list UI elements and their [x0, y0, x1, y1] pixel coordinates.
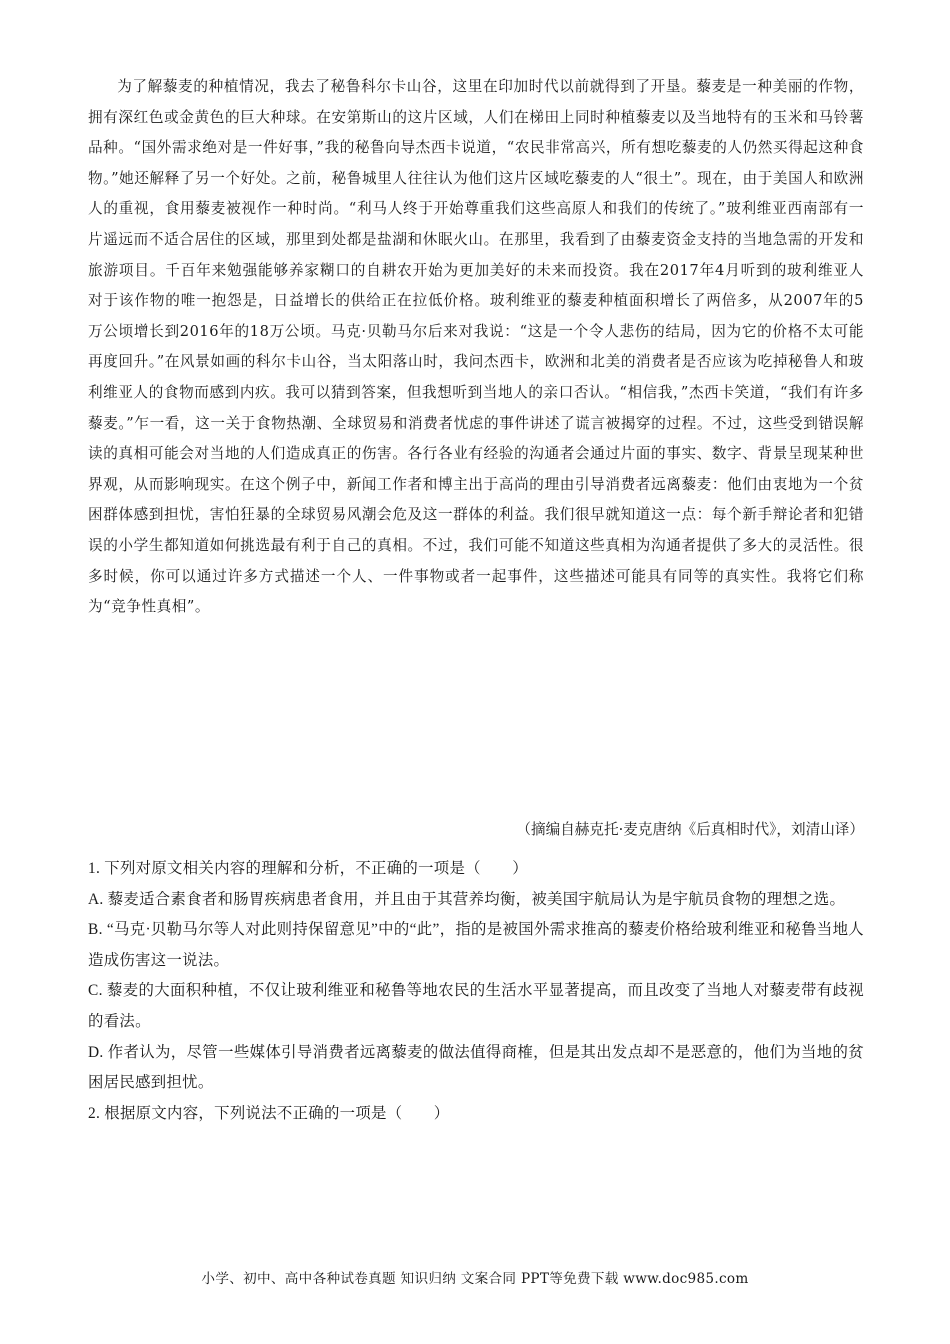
- question-1-option-d: D. 作者认为，尽管一些媒体引导消费者远离藜麦的做法值得商榷，但是其出发点却不是恶意的，他们为当地的贫困居民感到担忧。: [88, 1043, 864, 1092]
- question-1-option-c: C. 藜麦的大面积种植，不仅让玻利维亚和秘鲁等地农民的生活水平显著提高，而且改变了当地人对藜麦带有歧视的看法。: [88, 982, 864, 1030]
- question-1-option-b: B. “马克·贝勒马尔等人对此则持保留意见”中的“此”，指的是被国外需求推高的藜麦价格给玻利维亚和秘鲁当地人造成伤害这一说法。: [88, 921, 864, 969]
- question-1-option-a: A. 藜麦适合素食者和肠胃疾病患者食用，并且由于其营养均衡，被美国宇航局认为是宇航员食物的理想之选。: [88, 890, 846, 908]
- passage-paragraph: 为了解藜麦的种植情况，我去了秘鲁科尔卡山谷，这里在印加时代以前就得到了开垦。藜麦是一种美丽的作物，拥有深红色或金黄色的巨大种球。在安第斯山的这片区域，人们在梯田上同时种植藜麦以及当地特有的玉米和马铃薯品种。“国外需求绝对是一件好事，”我的秘鲁向导杰西卡说道，“农民非常高兴，所有想吃藜麦的人仍然买得起这种食物。”她还解释了另一个好处。之前，秘鲁城里人往往认为他们这片区域吃藜麦的人“很土”。现在，由于美国人和欧洲人的重视，食用藜麦被视作一种时尚。“利马人终于开始尊重我们这些高原人和我们的传统了。”玻利维亚西南部有一片遥远而不适合居住的区域，那里到处都是盐湖和休眠火山。在那里，我看到了由藜麦资金支持的当地急需的开发和旅游项目。千百年来勉强能够养家糊口的自耕农开始为更加美好的未来而投资。我在2017年4月听到的玻利维亚人对于该作物的唯一抱怨是，日益增长的供给正在拉低价格。玻利维亚的藜麦种植面积增长了两倍多，从2007年的5万公顷增长到2016年的18万公顷。马克·贝勒马尔后来对我说：“这是一个令人悲伤的结局，因为它的价格不太可能再度回升。”在风景如画的科尔卡山谷，当太阳落山时，我问杰西卡，欧洲和北美的消费者是否应该为吃掉秘鲁人和玻利维亚人的食物而感到内疚。我可以猜到答案，但我想听到当地人的亲口否认。“相信我，”杰西卡笑道，“我们有许多藜麦。”乍一看，这一关于食物热潮、全球贸易和消费者忧虑的事件讲述了谎言被揭穿的过程。不过，这些受到错误解读的真相可能会对当地的人们造成真正的伤害。各行各业有经验的沟通者会通过片面的事实、数字、背景呈现某种世界观，从而影响现实。在这个例子中，新闻工作者和博主出于高尚的理由引导消费者远离藜麦：他们由衷地为一个贫困群体感到担忧，害怕狂暴的全球贸易风潮会危及这一群体的利益。我们很早就知道这一点：每个新手辩论者和犯错误的小学生都知道如何挑选最有利于自己的真相。不过，我们可能不知道这些真相为沟通者提供了多大的灵活性。很多时候，你可以通过许多方式描述一个人、一件事物或者一起事件，这些描述可能具有同等的真实性。我将它们称为“竞争性真相”。: [88, 78, 864, 616]
- questions-section: [88, 854, 864, 1129]
- page-footer: 小学、初中、高中各种试卷真题 知识归纳 文案合同 PPT等免费下载 www.doc985.com: [201, 1271, 749, 1287]
- question-1-stem: 1. 下列对原文相关内容的理解和分析，不正确的一项是（ ）: [88, 860, 528, 877]
- question-2-stem: 2. 根据原文内容，下列说法不正确的一项是（ ）: [88, 1104, 450, 1122]
- source-citation: （摘编自赫克托·麦克唐纳《后真相时代》，刘清山译）: [516, 821, 864, 838]
